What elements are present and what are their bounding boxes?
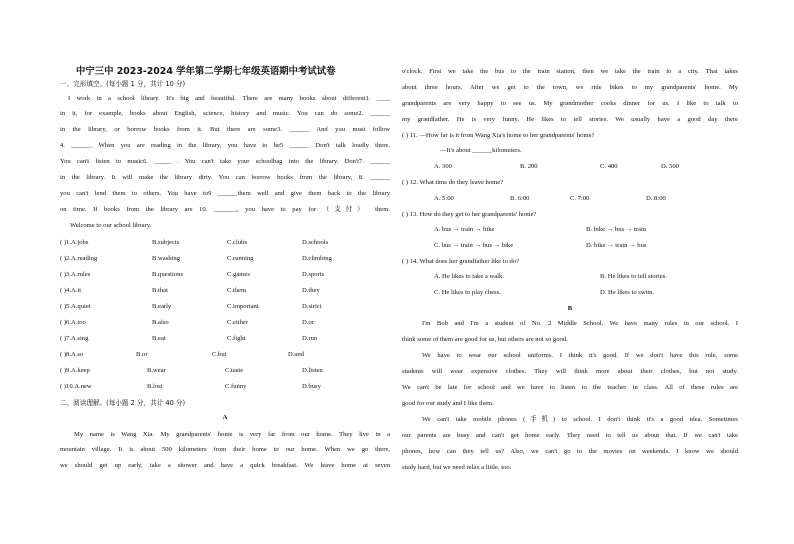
option-c: C.important: [227, 303, 259, 310]
question-number: ( )9.A.keep: [60, 367, 90, 374]
option-b: B.lost: [147, 383, 163, 390]
cloze-line: You can't listen to music6. _____ . You can't take your schoolbag into the library. Don't7. ______: [60, 158, 390, 165]
cloze-line: in it, for example, books about English, science, history and music. You can do some2. ______: [60, 110, 390, 117]
option-row: [60, 303, 390, 312]
option-b: B.subjects: [152, 239, 180, 246]
passage-a-line: My name is Wang Xia. My grandparents' home is very far from our home. They live in a: [74, 431, 390, 438]
option-c: C.fight: [227, 335, 246, 342]
choice-d: D. bike → train → bus: [586, 242, 647, 249]
cloze-line: in the library. It will make the library dirty. You can borrow books from the library, 8. ______: [60, 174, 390, 181]
option-row: [60, 367, 390, 376]
choice-b: B. bike → bus → train: [586, 226, 647, 233]
option-b: B.that: [152, 287, 168, 294]
option-b: B.early: [152, 303, 172, 310]
choice-row: [402, 273, 738, 282]
question-stem: ( ) 11. —How far is it from Wang Xia's home to her grandparents' home?: [402, 132, 595, 139]
cloze-line: 4. ______. When you are reading in the library, you have to be5 ______ Don't talk loudly there.: [60, 142, 390, 149]
passage-a-line: we should get up early, take a shower and have a quick breakfast. We leave home at seven: [60, 462, 390, 469]
choice-a: A. bus → train → bike: [434, 226, 495, 233]
option-b: B.also: [152, 319, 169, 326]
question-number: ( )2.A.reading: [60, 255, 98, 262]
question-number: ( )1.A.jobs: [60, 239, 89, 246]
option-row: [60, 271, 390, 280]
option-d: D.sports: [302, 271, 325, 278]
option-c: C.either: [227, 319, 249, 326]
passage-b-line: our parents are busy and can't get home early. They need to tell us about that. If we can't take: [402, 432, 738, 439]
passage-b-label: B: [567, 305, 573, 312]
cloze-line: on time. If books from the library are 10. _______, you have to pay for （支付） them.: [60, 206, 390, 213]
choice-c: C. bus → train → bus → bike: [434, 242, 514, 249]
option-b: B.wear: [147, 367, 166, 374]
question-stem: ( ) 13. How do they get to her grandparents' home?: [402, 211, 537, 218]
option-c: C.running: [227, 255, 254, 262]
option-row: [60, 239, 390, 248]
option-d: D.schools: [302, 239, 329, 246]
passage-b-line: think some of them are good for us, but others are not so good.: [402, 336, 568, 343]
question-number: ( )4.A.it: [60, 287, 82, 294]
option-c: C.funny: [225, 383, 247, 390]
option-b: B.washing: [152, 255, 181, 262]
choice-c: C. 7:00: [570, 195, 590, 202]
passage-a-line: my grandfather. He is very funny. He likes to tell stories. We usually have a good day there: [402, 116, 738, 123]
option-c: C.taste: [225, 367, 244, 374]
choice-row: [402, 195, 738, 204]
option-d: D.and: [288, 351, 304, 358]
page-title: 中宁三中 2023-2024 学年第二学期七年级英语期中考试试卷: [76, 66, 336, 77]
passage-a-label: A: [222, 414, 228, 421]
choice-d: D. He likes to swim.: [600, 289, 655, 296]
passage-b-line: We can't be late for school and we have to listen to the teacher in class. All of these rules are: [402, 384, 738, 391]
question-stem: ( ) 14. What does her grandfather like to do?: [402, 258, 520, 265]
passage-a-line: grandparents are very happy to see us. My grandmother cooks dinner for us. I like to talk to: [402, 100, 738, 107]
option-row: [60, 351, 390, 360]
section-2-heading: 二、阅读理解。(每小题 2 分，共计 40 分): [60, 399, 186, 407]
choice-b: B. He likes to tell stories.: [600, 273, 667, 280]
option-d: D.or: [302, 319, 314, 326]
question-prompt: —It's about ______kilometers.: [440, 147, 522, 154]
passage-b-line: good for our study and I like them.: [402, 400, 494, 407]
option-b: B.questions: [152, 271, 183, 278]
choice-a: A. 5:00: [434, 195, 454, 202]
choice-c: C. He likes to play chess.: [434, 289, 501, 296]
option-b: B.eat: [152, 335, 166, 342]
choice-d: D. 500: [661, 163, 679, 170]
question-number: ( )10.A.new: [60, 383, 92, 390]
option-c: C.clubs: [227, 239, 247, 246]
passage-a-line: mountain village. It is about 500 kilometers from their home to our home. When we go there,: [60, 446, 390, 453]
question-number: ( )3.A.rules: [60, 271, 91, 278]
option-d: D.run: [302, 335, 318, 342]
option-row: [60, 255, 390, 264]
option-c: C.games: [227, 271, 250, 278]
choice-b: B. 200: [520, 163, 538, 170]
passage-b-line: phones, how can they tell us? Also, we can't go to the movies on weekends. I know we should: [402, 448, 738, 455]
option-d: D.climbing: [302, 255, 332, 262]
choice-row: [402, 163, 738, 172]
choice-d: D. 8:00: [646, 195, 666, 202]
passage-b-line: We can't take mobile phones (手机) to school. I don't think it's a good idea. Sometimes: [422, 416, 738, 423]
cloze-line: I work in a school library. It's big and beautiful. There are many books about different1. ____: [68, 95, 390, 102]
passage-b-line: study hard, but we need relax a little, too.: [402, 464, 512, 471]
option-d: D.busy: [302, 383, 321, 390]
option-row: [60, 319, 390, 328]
choice-c: C. 400: [600, 163, 618, 170]
choice-a: A. He likes to take a walk.: [434, 273, 504, 280]
option-row: [60, 335, 390, 344]
choice-row: [402, 226, 738, 235]
option-b: B.or: [136, 351, 148, 358]
passage-b-line: students will wear expensive clothes. They will think more about their clothes, but not study.: [402, 368, 738, 375]
question-stem: ( ) 12. What time do they leave home?: [402, 179, 504, 186]
option-d: D.they: [302, 287, 320, 294]
question-number: ( )6.A.too: [60, 319, 86, 326]
passage-a-line: o'clock. First we take the bus to the train station, then we take the train to a city. That takes: [402, 68, 738, 75]
question-number: ( )5.A.quiet: [60, 303, 91, 310]
option-d: D.listen: [302, 367, 323, 374]
option-c: C.but: [212, 351, 227, 358]
choice-a: A. 300: [434, 163, 452, 170]
option-row: [60, 287, 390, 296]
option-row: [60, 383, 390, 392]
section-1-heading: 一、完形填空。(每小题 1 分，共计 10 分): [60, 80, 186, 88]
option-d: D.strict: [302, 303, 322, 310]
question-number: ( )8.A.so: [60, 351, 84, 358]
passage-b-line: We have to wear our school uniforms. I think it's good. If we don't have this rule, some: [422, 352, 738, 359]
cloze-line: in the library, or borrow books from it. But there are some3. ______ And you must follow: [60, 126, 390, 133]
passage-a-line: about three hours. After we get to the town, we ride bikes to my grandparents' home. My: [402, 84, 738, 91]
cloze-line: Welcome to our school library.: [70, 222, 152, 229]
question-number: ( )7.A.sing: [60, 335, 89, 342]
cloze-line: you can't lend them to others. You have to9 ______them well and give them back to the library: [60, 190, 390, 197]
choice-b: B. 6:00: [510, 195, 530, 202]
option-c: C.them: [227, 287, 247, 294]
passage-b-line: I'm Bob and I'm a student of No. 2 Middle School. We have many rules in our school. I: [422, 320, 738, 327]
choice-row: [402, 289, 738, 298]
choice-row: [402, 242, 738, 251]
